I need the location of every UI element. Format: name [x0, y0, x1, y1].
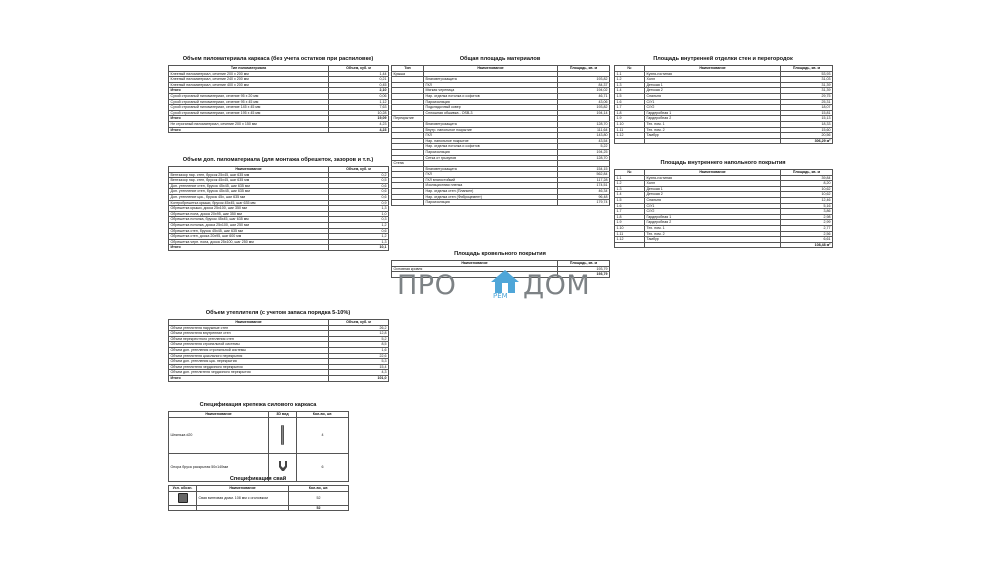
cell-name: 1.7 [615, 105, 645, 111]
cell-name: Детская 1 [645, 186, 781, 192]
cell-value: 5,22 [558, 144, 610, 150]
cell-name: Доп. утепление стен, брусок 45х45, шаг 635 мм [169, 183, 329, 189]
cell-name: Влаговетрозащита [424, 77, 558, 83]
cell-name: Спальня [645, 197, 781, 203]
cell-value: 2,99 [781, 220, 833, 226]
cell-name: Объем доп. утеплителя чердачного перекрытия [169, 370, 329, 376]
cell-name: Обрешетка стен, доска 20х95, шаг 600 мм [169, 234, 329, 240]
cell-value: 0,5 [329, 178, 389, 184]
column-header: Кол-во, шт. [297, 412, 349, 418]
column-header: 3D вид [269, 412, 297, 418]
insulation-volume-section [168, 310, 388, 382]
column-header: № [615, 66, 645, 72]
extra-lumber-volume-section [168, 157, 388, 251]
cell-value: 0,3 [329, 217, 389, 223]
table-row-total [169, 505, 349, 511]
cell-name: Обрешетка потолка, брусок 45х45, шаг 635 мм [169, 217, 329, 223]
cell-value: 12,8 [329, 331, 389, 337]
cell-name: Пароизоляция [424, 200, 558, 206]
table-row-total [169, 245, 389, 251]
cell-name: 1.4 [615, 192, 645, 198]
cell-name: 1.9 [615, 220, 645, 226]
cell-name: Шпилька d20 [169, 417, 269, 453]
column-header: Наименование [424, 66, 558, 72]
cell-name: 1.1 [615, 71, 645, 77]
cell-name [645, 242, 781, 248]
materials-area-table [391, 65, 610, 206]
cell-value: 15,13 [781, 116, 833, 122]
column-header: Тип пиломатериала [169, 66, 329, 72]
cell-name: Клееный пиломатериал, сечение 200 х 200 мм [169, 71, 329, 77]
column-header: Площадь, кв. м [558, 261, 610, 267]
cell-value: 1,2 [329, 222, 389, 228]
extra-lumber-volume-table [168, 166, 389, 251]
wall-finish-area-section [614, 56, 832, 144]
cell-value: 193,82 [558, 77, 610, 83]
cell-value: 1,44 [329, 71, 389, 77]
cell-value: 46,34 [558, 189, 610, 195]
cell-value: 193,79 [558, 272, 610, 278]
cell-value: 1,2 [329, 234, 389, 240]
cell-value: 0,45 [329, 82, 389, 88]
cell-name: Кухня-гостиная [645, 175, 781, 181]
cell-name: 1.6 [615, 99, 645, 105]
cell-name: 1.5 [615, 197, 645, 203]
cell-name: С/У2 [645, 105, 781, 111]
cell-name: Нар. отделка потолка и софитов [424, 144, 558, 150]
cell-name: Обрешетка потолка, доска 25х100, шаг 250 мм [169, 222, 329, 228]
cell-value: 96,48 [558, 194, 610, 200]
cell-name: Тех. пом. 2 [645, 127, 781, 133]
cell-value: 143,80 [558, 133, 610, 139]
cell-value: 174,51 [558, 183, 610, 189]
cell-name: Обрешетка пола, доска 20х95, шаг 350 мм [169, 211, 329, 217]
pile-icon [178, 493, 188, 503]
cell-name: 1.1 [615, 175, 645, 181]
cell-value: 117,28 [558, 177, 610, 183]
cell-name: Сухой строганый пиломатериал, сечение 195 х 45 мм [169, 110, 329, 116]
table-row [392, 200, 610, 206]
cell-name: 1.10 [615, 225, 645, 231]
cell-value: 18,07 [781, 105, 833, 111]
logo-text-right: ДОМ [523, 270, 591, 301]
column-header: Наименование [197, 486, 289, 492]
cell-name: Сетка от грызунов [424, 155, 558, 161]
cell-name: Итого [169, 127, 329, 133]
cell-name: Клееный пиломатериал, сечение 400 х 200 мм [169, 82, 329, 88]
cell-value: 194,14 [558, 110, 610, 116]
cell-name: Объем доп. утепления стропильной системы [169, 347, 329, 353]
cell-name: Детская 2 [645, 192, 781, 198]
cell-name: Основная кровля [392, 266, 558, 272]
cell-value: 0,6 [329, 189, 389, 195]
cell-name: Подкладочный ковер [424, 105, 558, 111]
column-header: Площадь, кв. м [781, 170, 833, 176]
cell-name: Опора бруса раскрытая 50х140мм [169, 453, 269, 481]
cell-name: Вентзазор нар. стен, брусок 25х45, шаг 635 мм [169, 172, 329, 178]
cell-name: 1.3 [615, 82, 645, 88]
cell-name: Внутр. напольное покрытие [424, 127, 558, 133]
logo-subtext: РЕМ [493, 292, 508, 300]
cell-value: 194,25 [558, 149, 610, 155]
column-header: Тип [392, 66, 424, 72]
cell-empty [197, 505, 289, 511]
cell-value: 0,6 [329, 183, 389, 189]
lumber-frame-volume-table [168, 65, 389, 133]
lumber-frame-volume-title: Объем пиломатериала каркаса (без учета остатков при распиловке) [182, 56, 374, 62]
cell-name: Объем перекрестного утепления стен [169, 336, 329, 342]
cell-value: 1,3 [329, 206, 389, 212]
cell-name: Влаговетрозащита [424, 166, 558, 172]
fastener-spec-section [168, 402, 348, 482]
stud-icon [281, 425, 284, 445]
cell-name: Сухой строганый пиломатериал, сечение 145 х 45 мм [169, 105, 329, 111]
cell-name: Объем утеплителя наружные стен [169, 325, 329, 331]
cell-name: 1.10 [615, 121, 645, 127]
cell-name: Нар. отделка потолка и софитов [424, 93, 558, 99]
cell-value: 43,54 [558, 138, 610, 144]
cell-name: Гардеробная 2 [645, 116, 781, 122]
table-row [169, 491, 349, 505]
cell-value: 0,06 [329, 93, 389, 99]
cell-value: 0,6 [329, 228, 389, 234]
cell-value: 12,46 [781, 197, 833, 203]
column-header: № [615, 170, 645, 176]
cell-name: Гардеробная 1 [645, 214, 781, 220]
column-header: Наименование [645, 170, 781, 176]
cell-name: Объем утеплителя стропильной системы [169, 342, 329, 348]
cell-symbol [169, 491, 197, 505]
cell-name: Сухой строганый пиломатериал, сечение 95 х 20 мм [169, 93, 329, 99]
table-row [169, 417, 349, 453]
cell-name: Вентзазор нар. стен, брусок 45х45, шаг 635 мм [169, 178, 329, 184]
fastener-spec-table [168, 411, 349, 482]
cell-value: 2,77 [781, 225, 833, 231]
cell-value: 2,10 [329, 88, 389, 94]
cell-name: Свая винтовая диам. 108 мм с оголовком [197, 491, 289, 505]
cell-name: Обрешетка крыши, доска 25х100, шаг 350 мм [169, 206, 329, 212]
cell-value: 0,9 [329, 200, 389, 206]
cell-value: 108,48 м² [781, 242, 833, 248]
cell-value: 154,15 [558, 166, 610, 172]
cell-value: 10,1 [329, 245, 389, 251]
logo-text-left: ПРО [397, 270, 457, 301]
column-header: Объем, куб. м [329, 320, 389, 326]
cell-name: 1.11 [615, 231, 645, 237]
cell-value: 0,2 [329, 172, 389, 178]
pile-spec-title: Спецификация свай [229, 476, 287, 482]
cell-name: Перекрытие [392, 116, 424, 122]
cell-value: 10,62 [781, 186, 833, 192]
cell-name: С/У1 [645, 99, 781, 105]
cell-value: 15,60 [781, 127, 833, 133]
wall-finish-area-title: Площадь внутренней отделки стен и перегородок [653, 56, 793, 62]
cell-value: 29,75 [781, 93, 833, 99]
cell-value: 6,61 [781, 237, 833, 243]
cell-name: Спальня [645, 93, 781, 99]
cell-name [615, 242, 645, 248]
cell-value: 2,98 [781, 214, 833, 220]
cell-value: 31,03 [781, 77, 833, 83]
cell-value: 10,28 [329, 110, 389, 116]
cell-name: Итого [169, 88, 329, 94]
column-header: Кол-во, шт. [289, 486, 349, 492]
cell-name: Нар. напольное покрытие [424, 138, 558, 144]
cell-name: 1.12 [615, 133, 645, 139]
cell-name: 1.3 [615, 186, 645, 192]
cell-value: 306,29 м² [781, 138, 833, 144]
cell-name [615, 138, 645, 144]
cell-value: 0,21 [329, 77, 389, 83]
floor-area-section [614, 160, 832, 248]
cell-name: Сухой строганый пиломатериал, сечение 95 х 45 мм [169, 99, 329, 105]
cell-qty: 4 [297, 417, 349, 453]
cell-name: ГКЛ [424, 82, 558, 88]
cell-name: Объем доп. утепления цок. перекрытия [169, 359, 329, 365]
cell-value: 1,12 [329, 99, 389, 105]
cell-value: 5,3 [329, 359, 389, 365]
cell-name: Холл [645, 181, 781, 187]
cell-total: 52 [289, 505, 349, 511]
cell-name: ГКЛ [424, 133, 558, 139]
cell-name: Не строганый пиломатериал, сечение 200 х 150 мм [169, 121, 329, 127]
roof-area-title: Площадь кровельного покрытия [454, 251, 546, 257]
cell-name [645, 138, 781, 144]
column-header: Наименование [169, 167, 329, 173]
insulation-volume-title: Объем утеплителя (с учетом запаса порядка 5-10%) [205, 310, 351, 316]
table-row [615, 138, 833, 144]
column-header: Объем, куб. м [329, 66, 389, 72]
insulation-volume-table [168, 319, 389, 382]
cell-name: 1.9 [615, 116, 645, 122]
cell-name: 1.12 [615, 237, 645, 243]
cell-value: 4,23 [329, 121, 389, 127]
cell-name: Тех. пом. 1 [645, 225, 781, 231]
cell-name: 1.11 [615, 127, 645, 133]
cell-name: Тех. пом. 1 [645, 121, 781, 127]
cell-name: С/У1 [645, 203, 781, 209]
cell-value: 26,2 [329, 325, 389, 331]
cell-value: 43,06 [558, 99, 610, 105]
support-bracket-icon [277, 460, 289, 472]
cell-name: Нар. отделка стен (Фиброцемент) [424, 194, 558, 200]
cell-name: 1.8 [615, 214, 645, 220]
cell-value: 7,63 [329, 105, 389, 111]
cell-name: Итого [169, 116, 329, 122]
cell-qty: 52 [289, 491, 349, 505]
column-header: Наименование [392, 261, 558, 267]
cell-value: 3,86 [781, 209, 833, 215]
house-icon [489, 268, 521, 294]
cell-name: Объем утеплителя внутренние стен [169, 331, 329, 337]
cell-name: 1.8 [615, 110, 645, 116]
fastener-spec-title: Спецификация крепежа силового каркаса [199, 402, 317, 408]
cell-value: 562,84 [558, 172, 610, 178]
cell-name: 1.4 [615, 88, 645, 94]
column-header: Усл. обозн. [169, 486, 197, 492]
cell-name: Доп. утепление цок., брусок 45х, шаг 635 мм [169, 194, 329, 200]
cell-value: 101,0 [329, 375, 389, 381]
cell-name: 1.2 [615, 77, 645, 83]
cell-name: С/У2 [645, 209, 781, 215]
cell-value: 18,33 [781, 121, 833, 127]
table-row [615, 242, 833, 248]
pile-spec-table [168, 485, 349, 511]
column-header: Площадь, кв. м [558, 66, 610, 72]
cell-value: 2,56 [781, 231, 833, 237]
cell-name: Обрешетка стен, брусок 45х45, шаг 635 мм [169, 228, 329, 234]
cell-value: 5,16 [781, 203, 833, 209]
cell-value: 46,71 [558, 93, 610, 99]
cell-value: 53,93 [781, 71, 833, 77]
column-header: Наименование [169, 320, 329, 326]
cell-value: 22,6 [329, 353, 389, 359]
cell-3d-view [269, 417, 297, 453]
cell-value: 0,6 [329, 194, 389, 200]
cell-value: 128,70 [558, 121, 610, 127]
column-header: Наименование [169, 412, 269, 418]
cell-value: 128,70 [558, 155, 610, 161]
pile-spec-section [168, 476, 348, 511]
cell-name: Доп. утепление стен, брусок 45х45, шаг 635 мм [169, 189, 329, 195]
cell-name: Крыша [392, 71, 424, 77]
cell-name: Объем утеплителя чердачного перекрытия [169, 364, 329, 370]
floor-area-table [614, 169, 833, 248]
materials-area-title: Общая площадь материалов [459, 56, 541, 62]
cell-name: ГКЛ влагостойкий [424, 177, 558, 183]
cell-empty [169, 505, 197, 511]
cell-value: 8,5 [329, 342, 389, 348]
materials-area-section [391, 56, 609, 206]
cell-name [392, 200, 424, 206]
cell-name: Пароизоляция [424, 149, 558, 155]
wall-finish-area-table [614, 65, 833, 144]
cell-name: Контробрешетка крыши, брусок 45х45, шаг 635 мм [169, 200, 329, 206]
column-header: Площадь, кв. м [781, 66, 833, 72]
cell-name: Стена [392, 161, 424, 167]
cell-name: Холл [645, 77, 781, 83]
cell-name: Мягкая черепица [424, 88, 558, 94]
cell-value: 4,23 [329, 127, 389, 133]
cell-value: 193,82 [558, 105, 610, 111]
cell-name: Объем утеплителя цокольного перекрытия [169, 353, 329, 359]
cell-name: Итого [169, 375, 329, 381]
cell-name: Тамбур [645, 237, 781, 243]
floor-area-title: Площадь внутреннего напольного покрытия [660, 160, 786, 166]
cell-value: 194,02 [558, 88, 610, 94]
cell-name: Пароизоляция [424, 99, 558, 105]
cell-name: Кухня-гостиная [645, 71, 781, 77]
cell-name: ГКЛ [424, 172, 558, 178]
cell-name: 1.6 [615, 203, 645, 209]
cell-value: 5,2 [329, 336, 389, 342]
cell-name: 1.7 [615, 209, 645, 215]
extra-lumber-volume-title: Объем доп. пиломатериала (для монтажа обрешеток, зазоров и т.п.) [182, 157, 374, 163]
cell-name: 1.5 [615, 93, 645, 99]
cell-value: 8,20 [781, 181, 833, 187]
cell-name: 1.2 [615, 181, 645, 187]
cell-value: 39,84 [781, 175, 833, 181]
lumber-frame-volume-section [168, 56, 388, 133]
cell-value: 10,62 [781, 192, 833, 198]
cell-name: Сплошная обшивка - OSB-3 [424, 110, 558, 116]
column-header: Объем, куб. м [329, 167, 389, 173]
table-row-total [169, 375, 389, 381]
cell-name: Детская 1 [645, 82, 781, 88]
cell-name: Влаговетрозащита [424, 121, 558, 127]
cell-name: Итого [169, 245, 329, 251]
cell-name: Гардеробная 1 [645, 110, 781, 116]
cell-name: Нар. отделка стен (Планкен) [424, 189, 558, 195]
prodom-watermark-logo [397, 264, 607, 314]
cell-name: Изоляционная пленка [424, 183, 558, 189]
cell-value: 179,74 [558, 200, 610, 206]
cell-value: 31,39 [781, 82, 833, 88]
cell-value: 19,09 [329, 116, 389, 122]
cell-value: 84,37 [558, 82, 610, 88]
cell-name: Тамбур [645, 133, 781, 139]
cell-value: 1,3 [329, 239, 389, 245]
cell-name: Тех. пом. 2 [645, 231, 781, 237]
cell-value: 25,31 [781, 99, 833, 105]
cell-name: Обрешетка черн. пола, доска 25х100, шаг 250 мм [169, 239, 329, 245]
cell-name: Детская 2 [645, 88, 781, 94]
column-header: Наименование [645, 66, 781, 72]
cell-value: 111,64 [558, 127, 610, 133]
cell-qty: 6 [297, 453, 349, 481]
cell-value: 15,4 [329, 364, 389, 370]
cell-name: Клееный пиломатериал, сечение 240 х 200 мм [169, 77, 329, 83]
cell-value: 15,81 [781, 110, 833, 116]
cell-name: Гардеробная 2 [645, 220, 781, 226]
cell-value: 1,6 [329, 347, 389, 353]
cell-value: 31,39 [781, 88, 833, 94]
cell-value: 193,79 [558, 266, 610, 272]
table-row-total [169, 127, 389, 133]
cell-value: 1,0 [329, 211, 389, 217]
cell-value: 20,56 [781, 133, 833, 139]
cell-value: 4,3 [329, 370, 389, 376]
